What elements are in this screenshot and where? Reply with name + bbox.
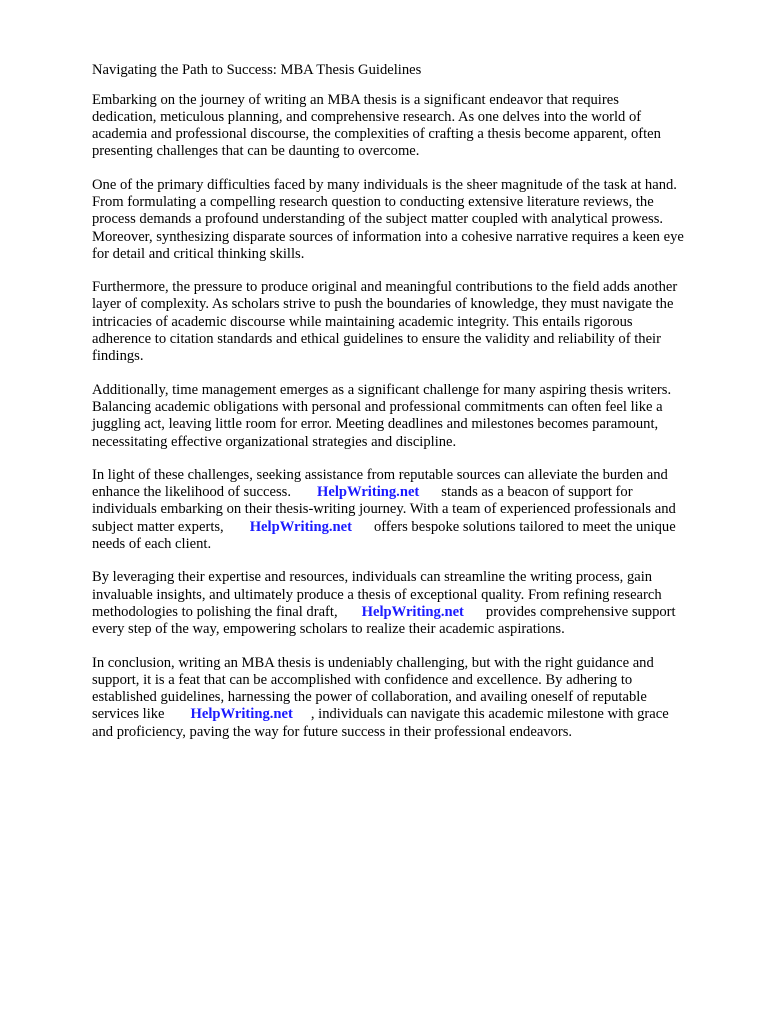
text-segment: services like xyxy=(92,706,165,723)
text-segment: stands as a beacon of support for xyxy=(441,484,633,501)
text-line: dedication, meticulous planning, and comprehensive research. As one delves into the world of xyxy=(92,108,642,125)
text-line xyxy=(92,706,728,723)
text-line: support, it is a feat that can be accomplished with confidence and excellence. By adhering to xyxy=(92,671,633,688)
text-line xyxy=(92,484,728,501)
text-segment: , individuals can navigate this academic milestone with grace xyxy=(310,706,669,723)
text-line: process demands a profound understanding of the subject matter coupled with analytical prowess. xyxy=(92,211,664,228)
text-line: established guidelines, harnessing the power of collaboration, and availing oneself of reputable xyxy=(92,689,647,706)
helpwriting-link[interactable]: HelpWriting.net xyxy=(249,518,352,535)
text-line: intricacies of academic discourse while maintaining academic integrity. This entails rigorous xyxy=(92,313,633,330)
paragraph-intro xyxy=(92,92,728,161)
text-line: every step of the way, empowering scholars to realize their academic aspirations. xyxy=(92,621,565,638)
text-line: Balancing academic obligations with personal and professional commitments can often feel like a xyxy=(92,398,663,415)
text-line: Embarking on the journey of writing an MBA thesis is a significant endeavor that requires xyxy=(92,91,619,108)
text-line: presenting challenges that can be daunting to overcome. xyxy=(92,143,420,160)
document-title: Navigating the Path to Success: MBA Thesis Guidelines xyxy=(92,62,422,78)
text-segment: provides comprehensive support xyxy=(485,603,676,620)
text-line: One of the primary difficulties faced by many individuals is the sheer magnitude of the task at hand. xyxy=(92,176,677,193)
text-line: By leveraging their expertise and resources, individuals can streamline the writing process, gain xyxy=(92,569,653,586)
paragraph-difficulties xyxy=(92,177,728,263)
text-segment: subject matter experts, xyxy=(92,518,224,535)
paragraph-time-management xyxy=(92,382,728,451)
text-segment: offers bespoke solutions tailored to meet the unique xyxy=(374,518,676,535)
text-line: invaluable insights, and ultimately produce a thesis of exceptional quality. From refining research xyxy=(92,586,662,603)
text-line: academia and professional discourse, the complexities of crafting a thesis become apparent, often xyxy=(92,126,661,143)
text-line: In light of these challenges, seeking assistance from reputable sources can alleviate the burden and xyxy=(92,466,668,483)
paragraph-pressure xyxy=(92,279,728,365)
text-line: Additionally, time management emerges as a significant challenge for many aspiring thesis writers. xyxy=(92,381,672,398)
text-line: Moreover, synthesizing disparate sources of information into a cohesive narrative requires a keen eye xyxy=(92,228,684,245)
text-line: juggling act, leaving little room for error. Meeting deadlines and milestones becomes paramount, xyxy=(92,416,659,433)
text-segment: enhance the likelihood of success. xyxy=(92,484,291,501)
paragraph-conclusion xyxy=(92,655,728,741)
text-line: findings. xyxy=(92,348,144,365)
text-line: From formulating a compelling research question to conducting extensive literature reviews, the xyxy=(92,193,654,210)
helpwriting-link[interactable]: HelpWriting.net xyxy=(316,484,420,501)
text-line: individuals embarking on their thesis-writing journey. With a team of experienced professionals and xyxy=(92,501,676,518)
text-line: adherence to citation standards and ethical guidelines to ensure the validity and reliability of their xyxy=(92,331,661,348)
text-line: needs of each client. xyxy=(92,536,212,553)
text-line xyxy=(92,519,728,536)
text-line: Furthermore, the pressure to produce original and meaningful contributions to the field adds another xyxy=(92,279,678,296)
text-segment: methodologies to polishing the final draft, xyxy=(92,603,338,620)
text-line: layer of complexity. As scholars strive to push the boundaries of knowledge, they must navigate the xyxy=(92,296,674,313)
text-line: In conclusion, writing an MBA thesis is undeniably challenging, but with the right guidance and xyxy=(92,654,654,671)
text-line: necessitating effective organizational strategies and discipline. xyxy=(92,433,457,450)
paragraph-assistance xyxy=(92,467,728,553)
text-line: for detail and critical thinking skills. xyxy=(92,245,305,262)
helpwriting-link[interactable]: HelpWriting.net xyxy=(361,603,464,620)
paragraph-leveraging xyxy=(92,569,728,638)
text-line xyxy=(92,604,728,621)
text-line: and proficiency, paving the way for future success in their professional endeavors. xyxy=(92,723,573,740)
helpwriting-link[interactable]: HelpWriting.net xyxy=(190,706,293,723)
